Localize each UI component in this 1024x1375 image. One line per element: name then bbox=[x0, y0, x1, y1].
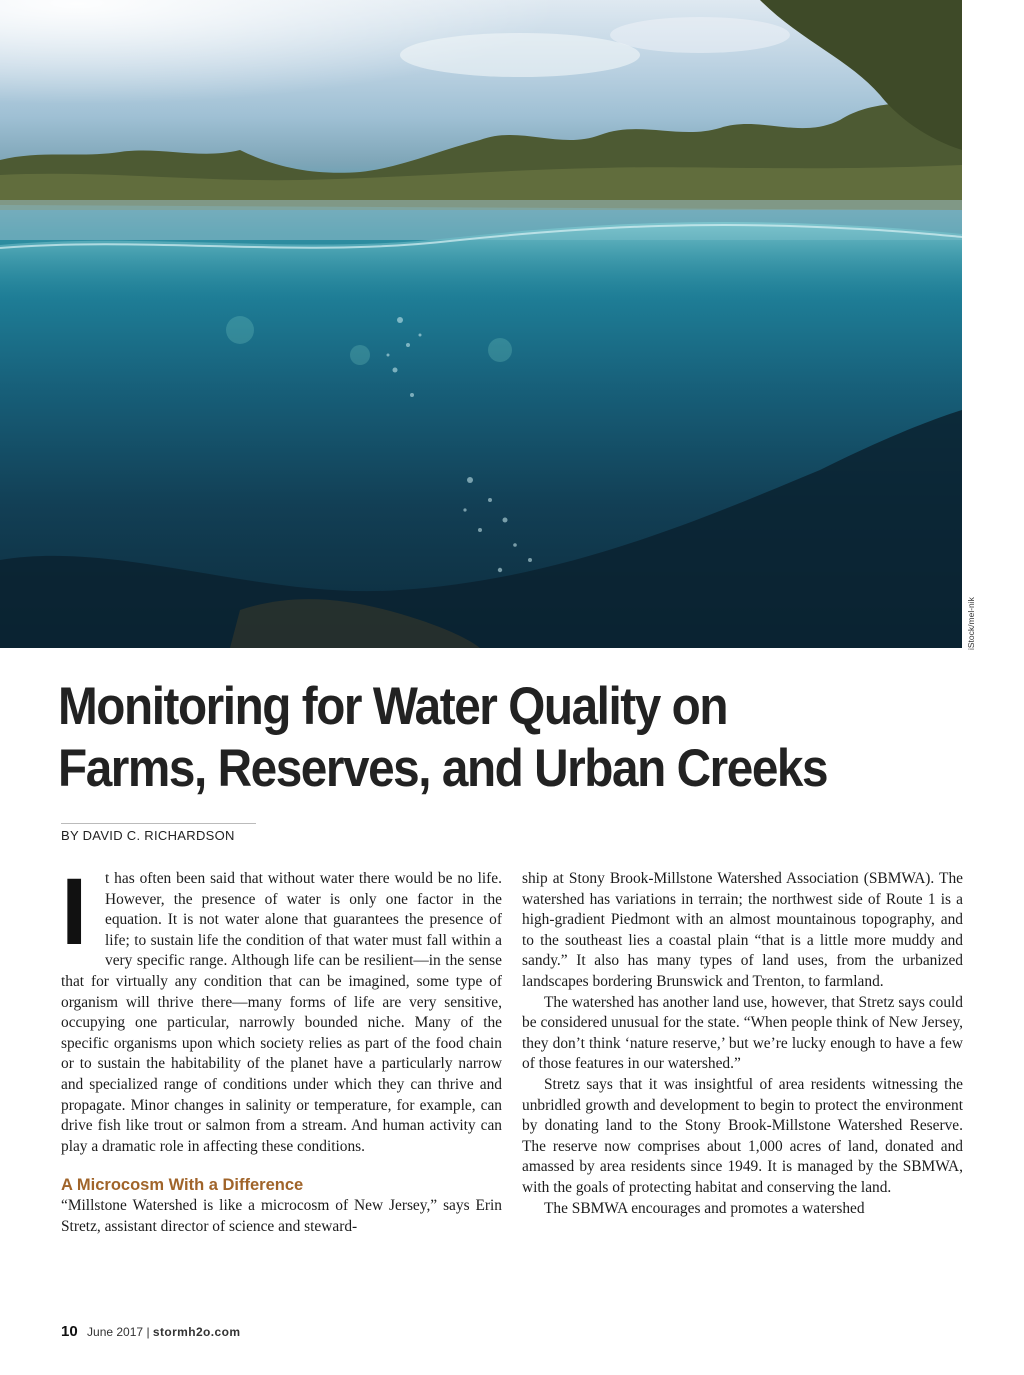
paragraph: “Millstone Watershed is like a microcosm of New Jersey,” says Erin Stretz, assistant director of science and steward- bbox=[61, 1197, 502, 1235]
article-title bbox=[58, 676, 886, 800]
cloud bbox=[610, 17, 790, 53]
cloud bbox=[400, 33, 640, 77]
paragraph: I t has often been said that without water there would be no life. However, the presence of water is only one factor in the equation. It is not water alone that guarantees the presence of life; to sustain life the condition of that water must fall within a very specific range. Although life can be resilient—in the sense that for virtually any condition that can be imagined, some type of organism will thrive there—many forms of life are very sensitive, occupying one particular, narrowly bounded niche. Many of the specific organisms upon which society relies as part of the food chain or to sustain the habitability of the planet have a particularly narrow and specialized range of conditions under which they can thrive and propagate. Minor changes in salinity or temperature, for example, can drive fish like trout or salmon from a stream. And human activity can play a dramatic role in affecting these conditions. bbox=[61, 859, 502, 1155]
paragraph: The SBMWA encourages and promotes a watershed bbox=[544, 1199, 865, 1217]
byline: BY DAVID C. RICHARDSON bbox=[61, 828, 235, 843]
byline-rule bbox=[61, 823, 256, 824]
left-column bbox=[61, 859, 502, 1238]
drop-cap: I bbox=[61, 859, 88, 965]
right-column bbox=[522, 869, 963, 1219]
page-number: 10 bbox=[61, 1323, 78, 1340]
site-name: stormh2o.com bbox=[152, 1325, 241, 1339]
subhead: A Microcosm With a Difference bbox=[61, 1176, 304, 1195]
lake-underwater-illustration bbox=[0, 0, 962, 648]
page-footer bbox=[61, 1323, 240, 1340]
photo-credit: iStock/mel-nik bbox=[966, 597, 976, 650]
paragraph: Stretz says that it was insightful of area residents witnessing the unbridled growth and development to begin to protect the environment by donating land to the Stony Brook-Millstone Watershed Reserve. The reserve now comprises about 1,000 acres of land, donated and amassed by area residents since 1949. It is managed by the SBMWA, with the goals of protecting habitat and conserving the land. bbox=[522, 1075, 963, 1196]
title-line-1: Monitoring for Water Quality on bbox=[58, 677, 728, 736]
hero-photo bbox=[0, 0, 962, 648]
title-line-2: Farms, Reserves, and Urban Creeks bbox=[58, 739, 828, 798]
footer-separator: | bbox=[146, 1325, 150, 1339]
issue-date: June 2017 bbox=[87, 1325, 144, 1339]
paragraph: ship at Stony Brook-Millstone Watershed Association (SBMWA). The watershed has variations in terrain; the northwest side of Route 1 is a high-gradient Piedmont with an almost mountainous topography, and to the southeast lies a coastal plain “that is a little more muddy and sandy.” It also has many types of land uses, from the urbanized landscapes bordering Brunswick and Trenton, to farmland. bbox=[522, 870, 963, 990]
paragraph: The watershed has another land use, however, that Stretz says could be considered unusual for the state. “When people think of New Jersey, they don’t think ‘nature reserve,’ but we’re lucky enough to have a few of those features in our watershed.” bbox=[522, 993, 963, 1073]
